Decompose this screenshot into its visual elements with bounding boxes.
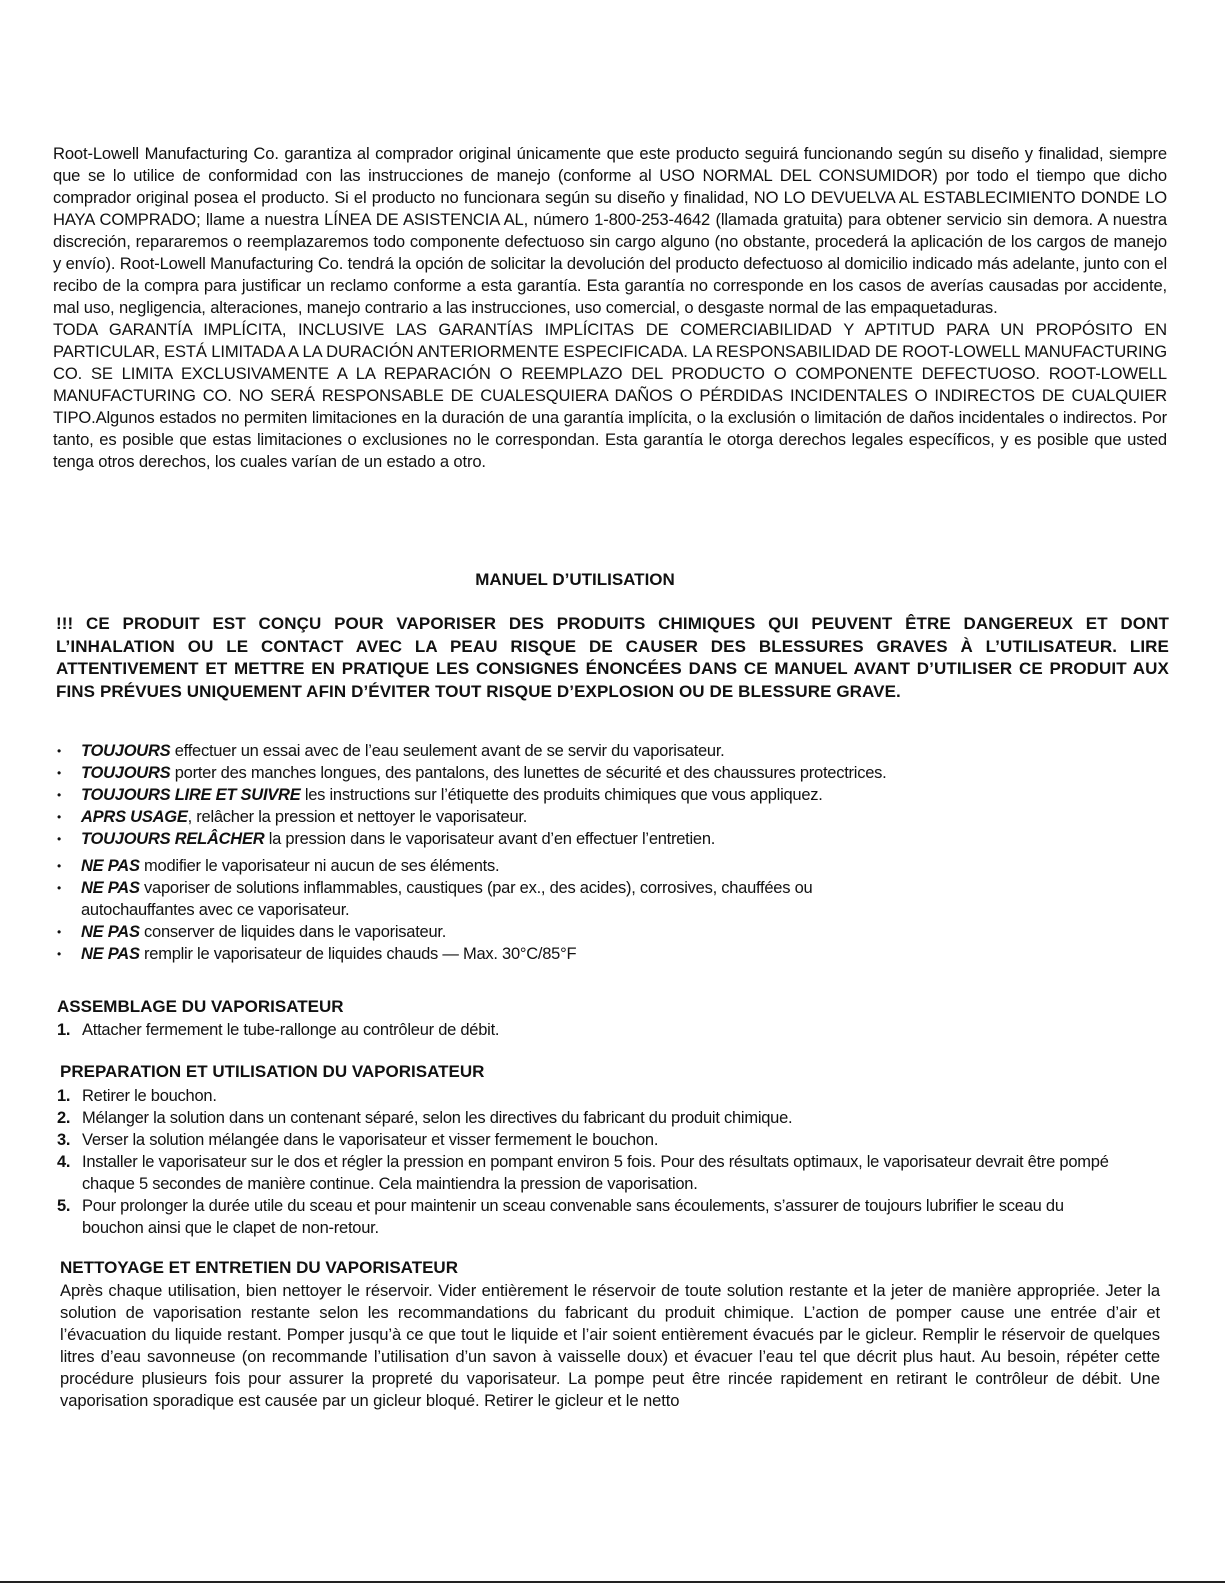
- cleaning-heading: NETTOYAGE ET ENTRETIEN DU VAPORISATEUR: [60, 1258, 458, 1277]
- safety-rule: [56, 806, 1106, 828]
- preparation-step: [57, 1107, 1157, 1129]
- rule-text: , relâcher la pression et nettoyer le vaporisateur.: [187, 808, 528, 826]
- rule-text: porter des manches longues, des pantalons, des lunettes de sécurité et des chaussures protectrices.: [170, 764, 887, 782]
- safety-warning: !!! CE PRODUIT EST CONÇU POUR VAPORISER DES PRODUITS CHIMIQUES QUI PEUVENT ÊTRE DANGEREUX ET DONT L’INHALATION OU LE CONTACT AVEC LA PEAU RISQUE DE CAUSER DES BLESSURES GRAVES À L’UTILISATEUR. LIRE ATTENTIVEMENT ET METTRE EN PRATIQUE LES CONSIGNES ÉNONCÉES DANS CE MANUEL AVANT D’UTILISER CE PRODUIT AUX FINS PRÉVUES UNIQUEMENT AFIN D’ÉVITER TOUT RISQUE D’EXPLOSION OU DE BLESSURE GRAVE.: [56, 614, 1169, 701]
- preparation-step: [57, 1129, 1157, 1151]
- step-text: Retirer le bouchon.: [82, 1087, 217, 1105]
- rule-lead: NE PAS: [81, 923, 140, 941]
- rule-text: les instructions sur l’étiquette des produits chimiques que vous appliquez.: [300, 786, 823, 804]
- preparation-step: [57, 1151, 1142, 1195]
- safety-rules-list: [56, 740, 1106, 965]
- rule-text: effectuer un essai avec de l’eau seulement avant de se servir du vaporisateur.: [170, 742, 725, 760]
- safety-rule: [56, 740, 1106, 762]
- step-number: 4.: [57, 1153, 71, 1171]
- rule-text: modifier le vaporisateur ni aucun de ses éléments.: [139, 857, 500, 875]
- step-number: 1.: [57, 1087, 71, 1105]
- preparation-heading: PREPARATION ET UTILISATION DU VAPORISATEUR: [60, 1062, 485, 1081]
- rule-text: vaporiser de solutions inflammables, caustiques (par ex., des acides), corrosives, chauffées ou autochauffantes avec ce vaporisateur.: [81, 879, 813, 919]
- step-text: Mélanger la solution dans un contenant séparé, selon les directives du fabricant du produit chimique.: [82, 1109, 793, 1127]
- rule-lead: TOUJOURS RELÂCHER: [81, 830, 265, 848]
- manual-title: MANUEL D’UTILISATION: [475, 570, 675, 589]
- rule-lead: NE PAS: [81, 857, 140, 875]
- step-text: Installer le vaporisateur sur le dos et régler la pression en pompant environ 5 fois. Pour des résultats optimaux, le vaporisateur devrait être pompé chaque 5 secondes de manière continue. Cela maintiendra la pression de vaporisation.: [82, 1153, 1109, 1193]
- safety-rule: [56, 762, 1106, 784]
- rule-text: remplir le vaporisateur de liquides chauds — Max. 30°C/85°F: [139, 945, 577, 963]
- rule-lead: APRS USAGE: [81, 808, 188, 826]
- rule-lead: TOUJOURS: [81, 764, 171, 782]
- assembly-step: [57, 1019, 1157, 1041]
- rule-lead: TOUJOURS LIRE ET SUIVRE: [81, 786, 301, 804]
- safety-rule: [56, 921, 1106, 943]
- step-number: 3.: [57, 1131, 71, 1149]
- rule-lead: TOUJOURS: [81, 742, 171, 760]
- warranty-section: [53, 143, 1167, 473]
- rule-lead: NE PAS: [81, 879, 140, 897]
- assembly-steps: [57, 1019, 1157, 1041]
- step-text: Attacher fermement le tube-rallonge au contrôleur de débit.: [82, 1021, 500, 1039]
- preparation-step: [57, 1085, 1157, 1107]
- rule-lead: NE PAS: [81, 945, 140, 963]
- safety-rule: [56, 877, 911, 921]
- step-text: Pour prolonger la durée utile du sceau et pour maintenir un sceau convenable sans écoulements, s’assurer de toujours lubrifier le sceau du bouchon ainsi que le clapet de non-retour.: [82, 1197, 1064, 1237]
- safety-rule: [56, 943, 1106, 965]
- preparation-steps: [57, 1085, 1157, 1239]
- assembly-heading: ASSEMBLAGE DU VAPORISATEUR: [57, 997, 344, 1016]
- rule-text: conserver de liquides dans le vaporisateur.: [139, 923, 447, 941]
- rule-text: la pression dans le vaporisateur avant d’en effectuer l’entretien.: [264, 830, 716, 848]
- step-number: 1.: [57, 1021, 71, 1039]
- step-number: 5.: [57, 1197, 71, 1215]
- page-bottom-rule: [0, 1581, 1225, 1583]
- cleaning-text: Après chaque utilisation, bien nettoyer le réservoir. Vider entièrement le réservoir de toute solution restante et la jeter de manière appropriée. Jeter la solution de vaporisation restante selon les recommandations du fabricant du produit chimique. L’action de pomper cause une entrée d’air et l’évacuation du liquide restant. Pomper jusqu’à ce que tout le liquide et l’air soient entièrement évacués par le gicleur. Remplir le réservoir de quelques litres d’eau savonneuse (on recommande l’utilisation d’un savon à vaisselle doux) et évacuer l’eau tel que décrit plus haut. Au besoin, répéter cette procédure plusieurs fois pour assurer la propreté du vaporisateur. La pompe peut être rincée rapidement en retirant le contrôleur de débit. Une vaporisation sporadique est causée par un gicleur bloqué. Retirer le gicleur et le netto: [60, 1281, 1160, 1410]
- safety-rule: [56, 828, 1106, 850]
- step-text: Verser la solution mélangée dans le vaporisateur et visser fermement le bouchon.: [82, 1131, 659, 1149]
- safety-rule: [56, 855, 1106, 877]
- safety-rule: [56, 784, 1106, 806]
- preparation-step: [57, 1195, 1122, 1239]
- warranty-disclaimer: TODA GARANTÍA IMPLÍCITA, INCLUSIVE LAS GARANTÍAS IMPLÍCITAS DE COMERCIABILIDAD Y APTITUD PARA UN PROPÓSITO EN PARTICULAR, ESTÁ LIMITADA A LA DURACIÓN ANTERIORMENTE ESPECIFICADA. LA RESPONSABILIDAD DE ROOT-LOWELL MANUFACTURING CO. SE LIMITA EXCLUSIVAMENTE A LA REPARACIÓN O REEMPLAZO DEL PRODUCTO O COMPONENTE DEFECTUOSO. ROOT-LOWELL MANUFACTURING CO. NO SERÁ RESPONSABLE DE CUALESQUIERA DAÑOS O PÉRDIDAS INCIDENTALES O INDIRECTOS DE CUALQUIER TIPO.Algunos estados no permiten limitaciones en la duración de una garantía implícita, o la exclusión o limitación de daños incidentales o indirectos. Por tanto, es posible que estas limitaciones o exclusiones no le correspondan. Esta garantía le otorga derechos legales específicos, y es posible que usted tenga otros derechos, los cuales varían de un estado a otro.: [53, 320, 1167, 471]
- warranty-paragraph: Root-Lowell Manufacturing Co. garantiza al comprador original únicamente que este producto seguirá funcionando según su diseño y finalidad, siempre que se lo utilice de conformidad con las instrucciones de manejo (conforme al USO NORMAL DEL CONSUMIDOR) por todo el tiempo que dicho comprador original posea el producto. Si el producto no funcionara según su diseño y finalidad, NO LO DEVUELVA AL ESTABLECIMIENTO DONDE LO HAYA COMPRADO; llame a nuestra LÍNEA DE ASISTENCIA AL, número 1-800-253-4642 (llamada gratuita) para obtener servicio sin demora. A nuestra discreción, repararemos o reemplazaremos todo componente defectuoso sin cargo alguno (no obstante, procederá la aplicación de los cargos de manejo y envío). Root-Lowell Manufacturing Co. tendrá la opción de solicitar la devolución del producto defectuoso al domicilio indicado más adelante, junto con el recibo de la compra para justificar un reclamo conforme a esta garantía. Esta garantía no corresponde en los casos de averías causadas por accidente, mal uso, negligencia, alteraciones, manejo contrario a las instrucciones, uso comercial, o desgaste normal de las empaquetaduras.: [53, 144, 1167, 317]
- step-number: 2.: [57, 1109, 71, 1127]
